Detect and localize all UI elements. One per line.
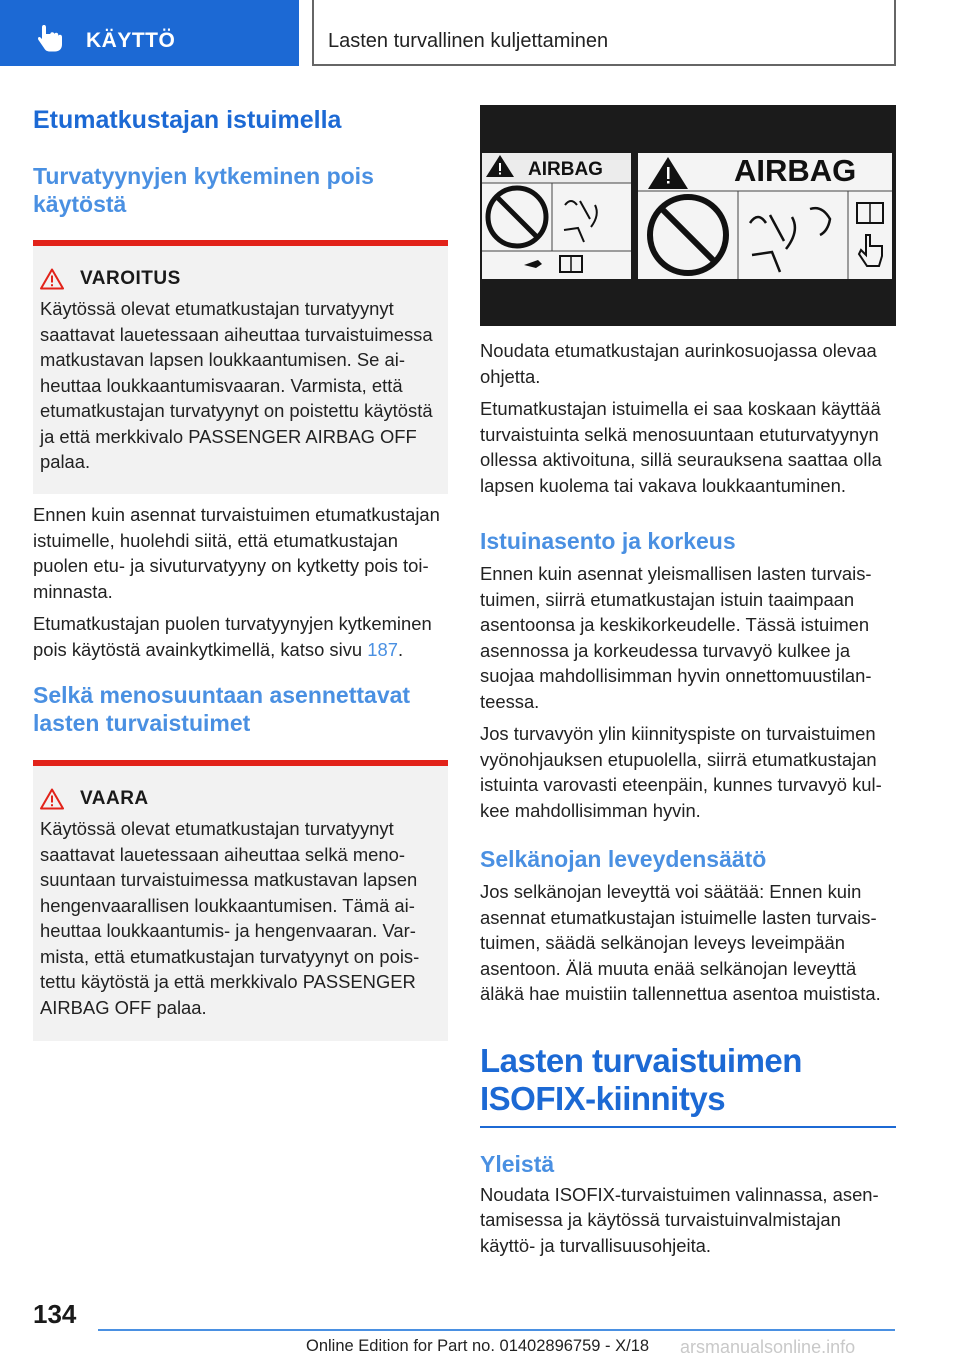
chapter-tab — [312, 0, 896, 66]
subheading-general: Yleistä — [480, 1150, 555, 1177]
warning-header — [40, 268, 440, 290]
footer-rule — [98, 1329, 895, 1331]
sticker-small-label: AIRBAG — [528, 159, 603, 180]
warning-triangle-icon — [40, 268, 64, 290]
left-column — [33, 100, 448, 1041]
page-number: 134 — [33, 1299, 77, 1329]
page-link[interactable]: 187 — [367, 638, 398, 660]
subheading-backrest-width: Selkänojan leveydensäätö — [480, 846, 767, 872]
subheading-airbag-off: Turvatyynyjen kytkeminen pois käytöstä — [33, 163, 374, 217]
danger-text: Käytössä olevat etumatkustajan turvatyynyt saattavat lauetessaan aiheuttaa selkä menosuuntaan turvaistuimessa matkustavan lapsen hengenvaarallisen loukkaantumisen. Tämä aiheuttaa loukkaantumis- ja hengenvaaran. Varmista, että etumatkustajan turvatyynyt on poistettu käytöstä ja että merkkivalo PASSENGER AIRBAG OFF palaa. — [40, 818, 420, 1018]
paragraph: Etumatkustajan istuimella ei saa koskaan käyttää turvaistuinta selkä menosuuntaan etuturvatyynyn ollessa aktivoituna, sillä seurauksena saattaa olla lapsen kuolema tai vakava loukkaantuminen. — [480, 398, 882, 496]
hand-pointer-icon — [38, 24, 64, 52]
warning-text: Käytössä olevat etumatkustajan turvatyynyt saattavat lauetessaan aiheuttaa turvaistuimessa matkustavan lapsen loukkaantumisen. Se aiheuttaa loukkaantumisvaaran. Varmista, että etumatkustajan turvatyynyt on poistettu käytöstä ja että merkkivalo PASSENGER AIRBAG OFF palaa. — [40, 298, 433, 472]
chapter-heading-isofix: Lasten turvaistuimen ISOFIX-kiinnitys — [480, 1041, 802, 1117]
paragraph-text: Etumatkustajan puolen turvatyynyjen kytkeminen pois käytöstä avainkytkimellä, katso sivu — [33, 613, 432, 660]
paragraph: Ennen kuin asennat turvaistuimen etumatkustajan istuimelle, huolehdi siitä, että etumatkustajan puolen etu- ja sivuturvatyyny on kytketty pois toiminnasta. — [33, 504, 440, 602]
paragraph: Ennen kuin asennat yleismallisen lasten turvaistuimen, siirrä etumatkustajan istuin taaimpaan asentoonsa ja keskikorkeudelle. Tässä istuimen asennossa ja korkeudessa turvavyö kulkee ja suojaa mahdollisimman hyvin onnettomuustilanteessa. — [480, 563, 872, 712]
danger-header — [40, 788, 440, 810]
chapter-title: Lasten turvallinen kuljettaminen — [328, 30, 609, 52]
warning-label: VAROITUS — [80, 268, 181, 289]
section-label: KÄYTTÖ — [86, 29, 176, 52]
warning-box — [33, 240, 448, 494]
page-header — [0, 0, 960, 66]
warning-triangle-icon — [40, 788, 64, 810]
section-tab[interactable] — [0, 0, 299, 66]
paragraph: Jos turvavyön ylin kiinnityspiste on turvaistuimen vyönohjauksen etupuolella, siirrä etumatkustajan istuinta varovasti eteenpäin, kunnes turvavyö kulkee mahdollisimman hyvin. — [480, 723, 882, 821]
paragraph — [33, 611, 448, 662]
paragraph: Noudata ISOFIX-turvaistuimen valinnassa, asentamisessa ja käytössä turvaistuinvalmistajan käyttö- ja turvallisuusohjeita. — [480, 1183, 879, 1256]
danger-box — [33, 760, 448, 1041]
danger-label: VAARA — [80, 788, 149, 809]
subheading-seat-position: Istuinasento ja korkeus — [480, 528, 736, 554]
paragraph: Noudata etumatkustajan aurinkosuojassa olevaa ohjetta. — [480, 340, 877, 387]
section-heading: Etumatkustajan istuimella — [33, 106, 342, 134]
airbag-label-photo — [480, 105, 896, 326]
sticker-large-label: AIRBAG — [734, 153, 857, 188]
paragraph: Jos selkänojan leveyttä voi säätää: Ennen kuin asennat etumatkustajan istuimelle lasten turvaistuimen, säädä selkänojan leveys leveimpään asentoon. Älä muuta enää selkänojan leveyttä äläkä hae muistiin tallennettua asentoa muistista. — [480, 881, 881, 1004]
subheading-rear-facing: Selkä menosuuntaan asennettavat lasten turvaistuimet — [33, 682, 411, 736]
airbag-warning-sticker-image — [480, 105, 896, 326]
watermark: arsmanualsonline.info — [680, 1337, 856, 1357]
paragraph-text: . — [397, 638, 404, 660]
edition-text: Online Edition for Part no. 01402896759 - X/18 — [306, 1337, 650, 1355]
right-column — [480, 105, 896, 1258]
heading-rule — [480, 1126, 896, 1128]
